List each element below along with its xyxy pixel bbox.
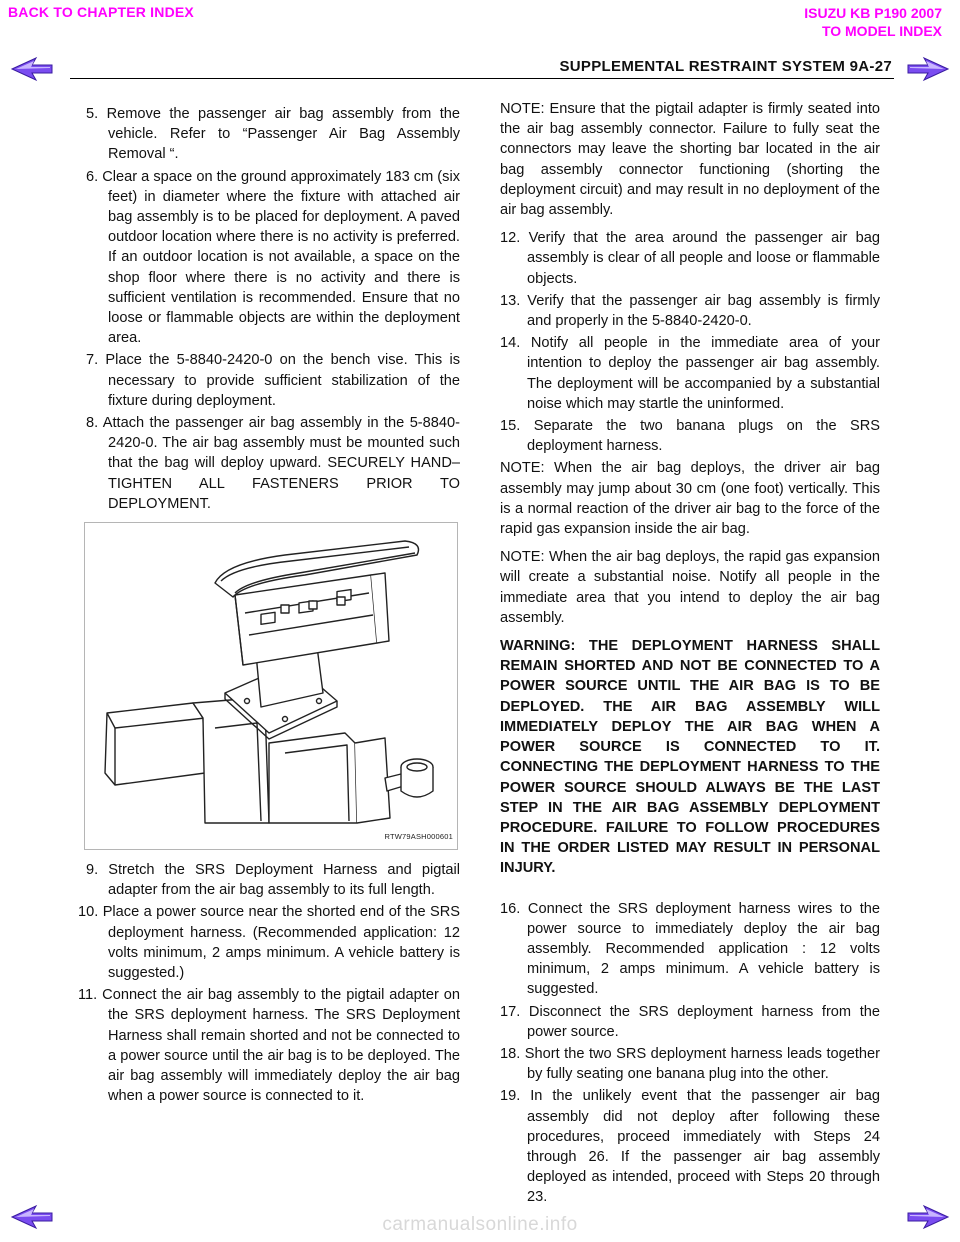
figure-code: RTW79ASH000601 xyxy=(384,831,453,841)
airbag-fixture-drawing xyxy=(85,523,457,849)
step-14: 14. Notify all people in the immediate area of your intention to deploy the passenger air bag assembly. The deployment will be accompanied by a substantial noise which may startle the uninformed. xyxy=(500,335,880,412)
model-title[interactable]: ISUZU KB P190 2007 xyxy=(804,5,942,21)
step-17: 17. Disconnect the SRS deployment harness from the power source. xyxy=(500,1003,880,1040)
page-header xyxy=(70,58,894,79)
step-11: 11. Connect the air bag assembly to the pigtail adapter on the SRS deployment harness. The SRS Deployment Harness shall remain shorted and not be connected to a power source until the air bag is to be deployed. The air bag assembly will immediately deploy the air bag when a power source is connected to it. xyxy=(78,987,460,1105)
step-15: 15. Separate the two banana plugs on the SRS deployment harness. xyxy=(500,418,880,455)
note-noise: NOTE: When the air bag deploys, the rapid gas expansion will create a substantial noise. Notify all people in the immediate area that you intend to deploy the air bag assembly. xyxy=(500,549,880,626)
step-9: 9. Stretch the SRS Deployment Harness and pigtail adapter from the air bag assembly to its full length. xyxy=(86,862,460,899)
next-page-arrow-icon[interactable] xyxy=(906,56,950,82)
step-5: 5. Remove the passenger air bag assembly from the vehicle. Refer to “Passenger Air Bag Assembly Removal “. xyxy=(86,106,460,163)
warning-block: WARNING: THE DEPLOYMENT HARNESS SHALL REMAIN SHORTED AND NOT BE CONNECTED TO A POWER SOURCE UNTIL THE AIR BAG IS TO BE DEPLOYED. THE AIR BAG ASSEMBLY WILL IMMEDIATELY DEPLOY THE AIR BAG WHEN A POWER SOURCE IS CONNECTED TO IT. CONNECTING THE DEPLOYMENT HARNESS TO THE POWER SOURCE SHOULD ALWAYS BE THE LAST STEP IN THE AIR BAG ASSEMBLY DEPLOYMENT PROCEDURE. FAILURE TO FOLLOW PROCEDURES IN THE ORDER LISTED MAY RESULT IN PERSONAL INJURY. xyxy=(500,638,880,877)
left-column xyxy=(78,104,460,1109)
back-to-chapter-index-link[interactable]: BACK TO CHAPTER INDEX xyxy=(8,4,194,20)
step-7: 7. Place the 5-8840-2420-0 on the bench vise. This is necessary to provide sufficient stabilization of the fixture during deployment. xyxy=(86,352,460,409)
step-10: 10. Place a power source near the shorted end of the SRS deployment harness. (Recommended application: 12 volts minimum, 2 amps minimum. A vehicle battery is suggested.) xyxy=(78,904,460,982)
to-model-index-label[interactable]: TO MODEL INDEX xyxy=(821,23,942,39)
step-18: 18. Short the two SRS deployment harness leads together by fully seating one banana plug into the other. xyxy=(500,1045,880,1083)
watermark: carmanualsonline.info xyxy=(382,1214,578,1235)
page-title: SUPPLEMENTAL RESTRAINT SYSTEM 9A-27 xyxy=(559,58,892,75)
step-16: 16. Connect the SRS deployment harness wires to the power source to immediately deploy the air bag assembly. Recommended application : 12 volts minimum, 2 amps minimum. A vehicle battery is suggested. xyxy=(500,900,880,998)
step-12: 12. Verify that the area around the passenger air bag assembly is clear of all people and loose or flammable objects. xyxy=(500,230,880,287)
note-pigtail: NOTE: Ensure that the pigtail adapter is firmly seated into the air bag assembly connector. Failure to fully seat the connectors may leave the shorting bar located in the air bag assembly connector functioning (shorting the deployment circuit) and may result in no deployment of the air bag assembly. xyxy=(500,101,880,219)
step-8: 8. Attach the passenger air bag assembly in the 5-8840-2420-0. The air bag assembly must be mounted such that the bag will deploy upward. SECURELY HAND–TIGHTEN ALL FASTENERS PRIOR TO DEPLOYMENT. xyxy=(86,415,460,512)
step-19: 19. In the unlikely event that the passenger air bag assembly did not deploy after following these procedures, proceed immediately with Steps 24 through 26. If the passenger air bag assembly deployed as intended, proceed with Steps 20 through 23. xyxy=(500,1088,880,1206)
airbag-fixture-illustration xyxy=(84,522,458,850)
model-index-link[interactable] xyxy=(804,4,942,40)
step-6: 6. Clear a space on the ground approximately 183 cm (six feet) in diameter where the fixture with attached air bag assembly is to be placed for deployment. A paved outdoor location where there is no activity is preferred. If an outdoor location is not available, a space on the shop floor where there is no activity and there is sufficient ventilation is recommended. Ensure that no loose or flammable objects are within the deployment area. xyxy=(86,168,460,347)
note-jump: NOTE: When the air bag deploys, the driver air bag assembly may jump about 30 cm (one foot) vertically. This is a normal reaction of the driver air bag to the force of the rapid gas expansion inside the air bag. xyxy=(500,460,880,538)
right-column xyxy=(500,99,880,1210)
previous-page-arrow-icon[interactable] xyxy=(10,56,54,82)
step-13: 13. Verify that the passenger air bag assembly is firmly and properly in the 5-8840-2420-0. xyxy=(500,292,880,330)
